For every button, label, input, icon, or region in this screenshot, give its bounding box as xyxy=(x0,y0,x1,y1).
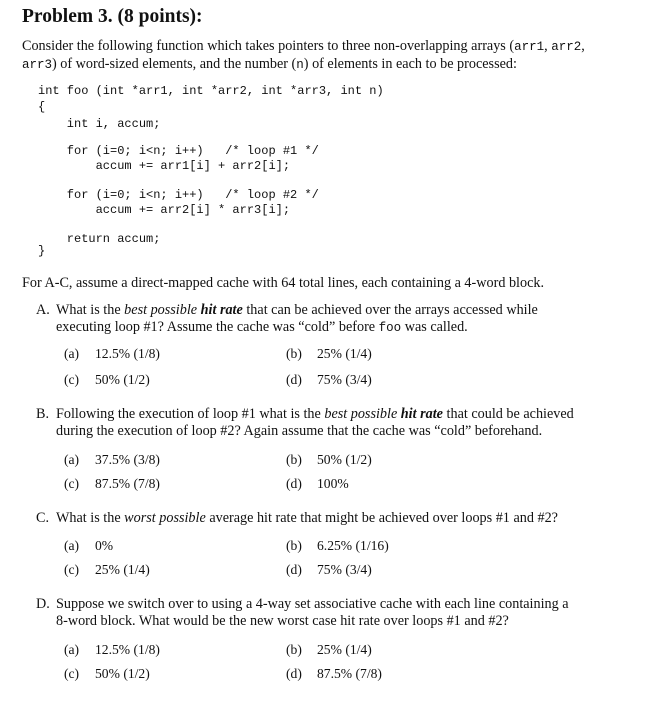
question-text: that can be achieved over the arrays accessed while xyxy=(242,302,538,318)
option-a-a[interactable]: (a) 12.5% (1/8) xyxy=(64,346,160,361)
option-b-d[interactable]: (d) 100% xyxy=(286,476,349,491)
question-code: foo xyxy=(378,321,402,335)
question-text: executing loop #1? Assume the cache was “cold” before xyxy=(56,319,379,335)
option-b-a[interactable]: (a) 37.5% (3/8) xyxy=(64,452,160,467)
option-d-c[interactable]: (c) 50% (1/2) xyxy=(64,666,150,681)
question-text: What is the xyxy=(56,510,125,526)
code-line: int foo (int *arr1, int *arr2, int *arr3, int n) xyxy=(38,84,384,98)
question-label: B. xyxy=(36,406,50,422)
question-label: C. xyxy=(36,510,50,526)
question-c xyxy=(36,510,636,527)
intro-sep: , xyxy=(544,38,552,54)
option-c-b[interactable]: (b) 6.25% (1/16) xyxy=(286,538,389,553)
intro-text: ) of elements in each to be processed: xyxy=(303,56,517,72)
question-label: A. xyxy=(36,302,50,318)
intro-arr1: arr1 xyxy=(514,40,545,54)
option-b-b[interactable]: (b) 50% (1/2) xyxy=(286,452,372,467)
question-text: average hit rate that might be achieved over loops #1 and #2? xyxy=(205,510,558,526)
intro-arr2: arr2 xyxy=(551,40,582,54)
option-b-c[interactable]: (c) 87.5% (7/8) xyxy=(64,476,160,491)
code-line: accum += arr1[i] + arr2[i]; xyxy=(38,159,291,173)
cache-context: For A-C, assume a direct-mapped cache with 64 total lines, each containing a 4-word block. xyxy=(22,275,545,291)
question-text: 8-word block. What would be the new worst case hit rate over loops #1 and #2? xyxy=(56,613,509,629)
question-text: was called. xyxy=(401,319,468,335)
question-strong: hit rate xyxy=(200,302,243,318)
code-line: { xyxy=(38,100,46,114)
option-c-a[interactable]: (a) 0% xyxy=(64,538,114,553)
option-a-d[interactable]: (d) 75% (3/4) xyxy=(286,372,372,387)
intro-text: ) of word-sized elements, and the number ( xyxy=(52,56,297,72)
code-line: accum += arr2[i] * arr3[i]; xyxy=(38,203,291,217)
code-line: int i, accum; xyxy=(38,117,161,131)
question-strong: hit rate xyxy=(400,406,443,422)
question-text: Following the execution of loop #1 what is the xyxy=(56,406,325,422)
option-a-c[interactable]: (c) 50% (1/2) xyxy=(64,372,150,387)
option-c-c[interactable]: (c) 25% (1/4) xyxy=(64,562,150,577)
problem-intro xyxy=(22,38,637,74)
problem-title: Problem 3. (8 points): xyxy=(22,6,203,27)
question-text: What is the xyxy=(56,302,125,318)
question-emphasis: best possible xyxy=(324,406,398,422)
question-emphasis: worst possible xyxy=(124,510,206,526)
question-emphasis: best possible xyxy=(124,302,198,318)
question-a xyxy=(36,302,636,337)
question-b xyxy=(36,406,636,440)
question-label: D. xyxy=(36,596,50,612)
question-text: Suppose we switch over to using a 4-way set associative cache with each line containing a xyxy=(56,596,569,612)
intro-arr3: arr3 xyxy=(22,58,53,72)
code-line: return accum; xyxy=(38,232,161,246)
option-d-b[interactable]: (b) 25% (1/4) xyxy=(286,642,372,657)
code-line: for (i=0; i<n; i++) /* loop #2 */ xyxy=(38,188,319,202)
intro-sep: , xyxy=(581,38,585,54)
code-line: } xyxy=(38,244,46,258)
intro-n: n xyxy=(296,58,304,72)
code-line: for (i=0; i<n; i++) /* loop #1 */ xyxy=(38,144,319,158)
question-text: during the execution of loop #2? Again assume that the cache was “cold” beforehand. xyxy=(56,423,543,439)
question-d xyxy=(36,596,636,630)
intro-text: Consider the following function which takes pointers to three non-overlapping arrays ( xyxy=(22,38,515,54)
option-c-d[interactable]: (d) 75% (3/4) xyxy=(286,562,372,577)
option-d-d[interactable]: (d) 87.5% (7/8) xyxy=(286,666,382,681)
question-text: that could be achieved xyxy=(442,406,574,422)
option-a-b[interactable]: (b) 25% (1/4) xyxy=(286,346,372,361)
option-d-a[interactable]: (a) 12.5% (1/8) xyxy=(64,642,160,657)
